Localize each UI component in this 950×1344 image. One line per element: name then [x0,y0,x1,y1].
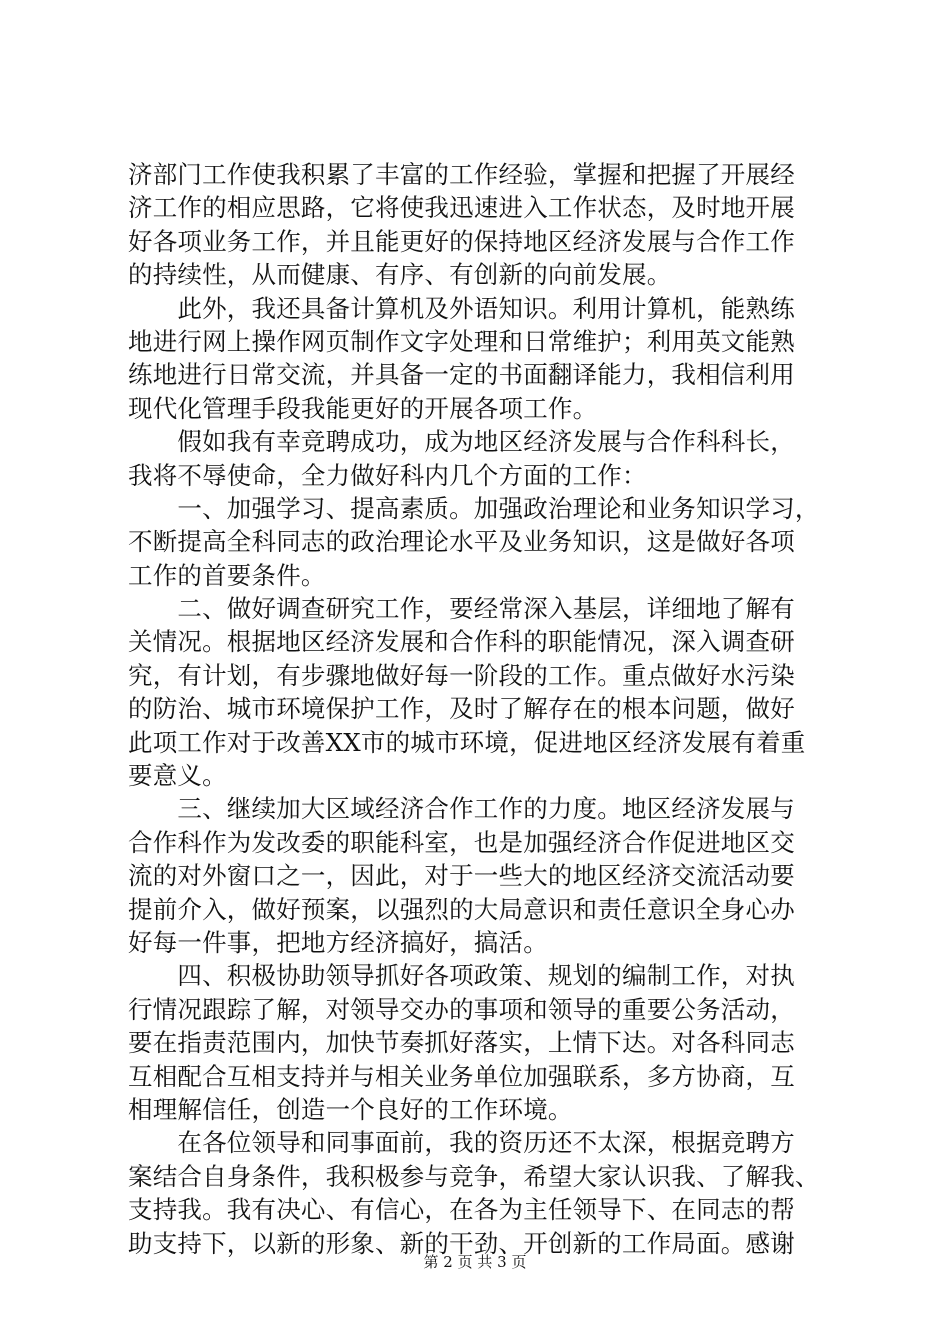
text-line: 要意义。 [128,761,227,791]
text-line: 互相配合互相支持并与相关业务单位加强联系，多方协商，互 [128,1061,795,1091]
page-number-label: 第 2 页 共 3 页 [423,1253,527,1271]
text-line: 好各项业务工作，并且能更好的保持地区经济发展与合作工作 [128,226,795,256]
text-line: 流的对外窗口之一，因此，对于一些大的地区经济交流活动要 [128,861,795,891]
text-line: 在各位领导和同事面前，我的资历还不太深，根据竞聘方 [128,1128,795,1158]
text-line: 假如我有幸竞聘成功，成为地区经济发展与合作科科长， [128,427,795,457]
document-body [128,158,834,1260]
text-line: 三、继续加大区域经济合作工作的力度。地区经济发展与 [128,794,795,824]
text-line: 相理解信任，创造一个良好的工作环境。 [128,1094,573,1124]
text-line: 一、加强学习、提高素质。加强政治理论和业务知识学习， [128,493,820,523]
text-line: 现代化管理手段我能更好的开展各项工作。 [128,393,598,423]
text-line: 好每一件事，把地方经济搞好，搞活。 [128,927,548,957]
text-line: 地进行网上操作网页制作文字处理和日常维护；利用英文能熟 [128,326,795,356]
text-line: 济部门工作使我积累了丰富的工作经验，掌握和把握了开展经 [128,160,795,189]
text-line: 提前介入，做好预案，以强烈的大局意识和责任意识全身心办 [128,894,795,924]
text-line: 的防治、城市环境保护工作，及时了解存在的根本问题，做好 [128,694,795,724]
text-line: 济工作的相应思路，它将使我迅速进入工作状态，及时地开展 [128,193,795,223]
page-footer [0,1252,950,1272]
text-line: 案结合自身条件，我积极参与竞争，希望大家认识我、了解我、 [128,1161,820,1191]
text-line: 练地进行日常交流，并具备一定的书面翻译能力，我相信利用 [128,360,795,390]
text-line: 要在指责范围内，加快节奏抓好落实，上情下达。对各科同志 [128,1028,795,1058]
text-line: 的持续性，从而健康、有序、有创新的向前发展。 [128,260,672,290]
text-line: 四、积极协助领导抓好各项政策、规划的编制工作，对执 [128,961,795,991]
text-line: 关情况。根据地区经济发展和合作科的职能情况，深入调查研 [128,627,795,657]
text-line: 此项工作对于改善XX市的城市环境，促进地区经济发展有着重 [128,727,806,757]
text-line: 行情况跟踪了解，对领导交办的事项和领导的重要公务活动， [128,994,795,1024]
text-line: 二、做好调查研究工作，要经常深入基层，详细地了解有 [128,594,795,624]
text-line: 合作科作为发改委的职能科室，也是加强经济合作促进地区交 [128,827,795,857]
text-line: 工作的首要条件。 [128,560,326,590]
text-line: 不断提高全科同志的政治理论水平及业务知识，这是做好各项 [128,527,795,557]
text-line: 究，有计划，有步骤地做好每一阶段的工作。重点做好水污染 [128,660,795,690]
text-line: 此外，我还具备计算机及外语知识。利用计算机，能熟练 [128,293,795,323]
text-line: 支持我。我有决心、有信心，在各为主任领导下、在同志的帮 [128,1195,795,1225]
text-line: 我将不辱使命，全力做好科内几个方面的工作： [128,460,647,490]
text-line: 助支持下，以新的形象、新的干劲、开创新的工作局面。感谢 [128,1228,795,1258]
